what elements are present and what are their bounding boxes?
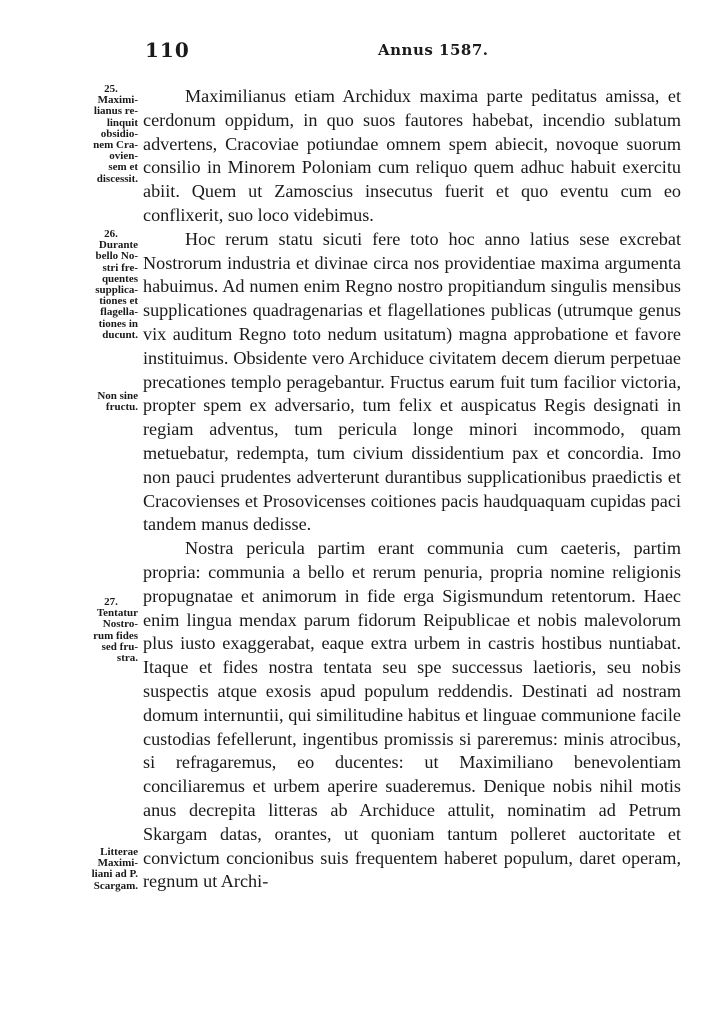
- margin-note-non-sine-fructu: [70, 391, 138, 413]
- margin-note-25: [70, 84, 138, 185]
- main-text: [143, 85, 681, 894]
- margin-note-text: Durante bello No- stri fre- quentes supplica- tiones et flagella- tiones in ducunt.: [95, 239, 138, 341]
- margin-note-text: Tentatur Nostro- rum fides sed fru- stra.: [93, 607, 138, 665]
- paragraph: Nostra pericula partim erant communia cum caeteris, partim propria: communia a bello et rerum penuria, propria nomine religionis propugnatae et animorum in fide erga Sigismundum retentorum. Haec enim lingua mendax parum fidorum Reipublicae et nobis malevolorum plus iusto exaggerabat, eaque extra urbem in castris hostibus nuntiabat. Itaque et fides nostra tentata seu spe successus laetioris, seu nobis suspectis atque exosis apud populum reddendis. Destinati ad nostram domum internuntii, qui similitudine habitus et linguae communione facile custodias fefellerunt, ingentibus promissis si pareremus: minis atrocibus, si refragaremus, eo ducentes: ut Maximiliano benevolentiam conciliaremus et urbem aperire suaderemus. Denique nobis nihil motis anus decrepita litteras ab Archiduce attulit, nominatim ad Petrum Skargam datas, orantes, ut quoniam tantum polleret auctoritate et convictum concionibus suis frequentem haberet populum, daret operam, regnum ut Archi-: [143, 538, 681, 892]
- margin-note-text: Litterae Maximi- liani ad P. Scargam.: [91, 846, 138, 892]
- page-header: [0, 38, 720, 68]
- paragraph: Maximilianus etiam Archidux maxima parte peditatus amissa, et cerdonum oppidum, in quo suos fautores habebat, incendio sublatum advertens, Cracoviae potiundae omnem spem abiecit, novoque suorum consilio in Minorem Poloniam cum reliquo quem adhuc habuit exercitu abiit. Quem ut Zamoscius insecutus fuerit et quo eventu cum eo conflixerit, suo loco videbimus.: [143, 86, 681, 225]
- paragraph: Hoc rerum statu sicuti fere toto hoc anno latius sese excrebat Nostrorum industria et divinae circa nos providentiae maxima argumenta habuimus. Ad numen enim Regno nostro propitiandum singulis mensibus supplicationes quadragenarias et flagellationes publicas (utrumque genus vix auditum Regno toto nedum usitatum) magna approbatione et favore instituimus. Obsidente vero Archiduce civitatem decem dierum perpetuae precationes templo peragebantur. Fructus earum fuit tum facilior victoria, propter spem ex adversario, tum felix et auspicatus Regis designati in regiam adventus, tum pericula longe minori incommodo, quam metuebatur, redempta, tum civium dissidentium pax et concordia. Imo non pauci prudentes adverterunt durantibus supplicationibus praedictis et Cracovienses et Prosovicenses coitiones pacis haudquaquam cupidas paci tandem manus dedisse.: [143, 228, 681, 535]
- margin-note-27: [70, 597, 138, 664]
- running-head: Annus 1587.: [378, 41, 489, 59]
- margin-note-number: 27.: [104, 596, 118, 608]
- margin-note-litterae: [70, 847, 138, 892]
- margin-note-text: Maximi- lianus re- linquit obsidio- nem Cra- ovien- sem et discessit.: [93, 94, 138, 185]
- page-number: 110: [145, 38, 190, 62]
- margin-note-text: Non sine fructu.: [97, 390, 138, 414]
- margin-note-26: [70, 229, 138, 341]
- margin-note-number: 25.: [104, 83, 118, 95]
- margin-note-number: 26.: [104, 228, 118, 240]
